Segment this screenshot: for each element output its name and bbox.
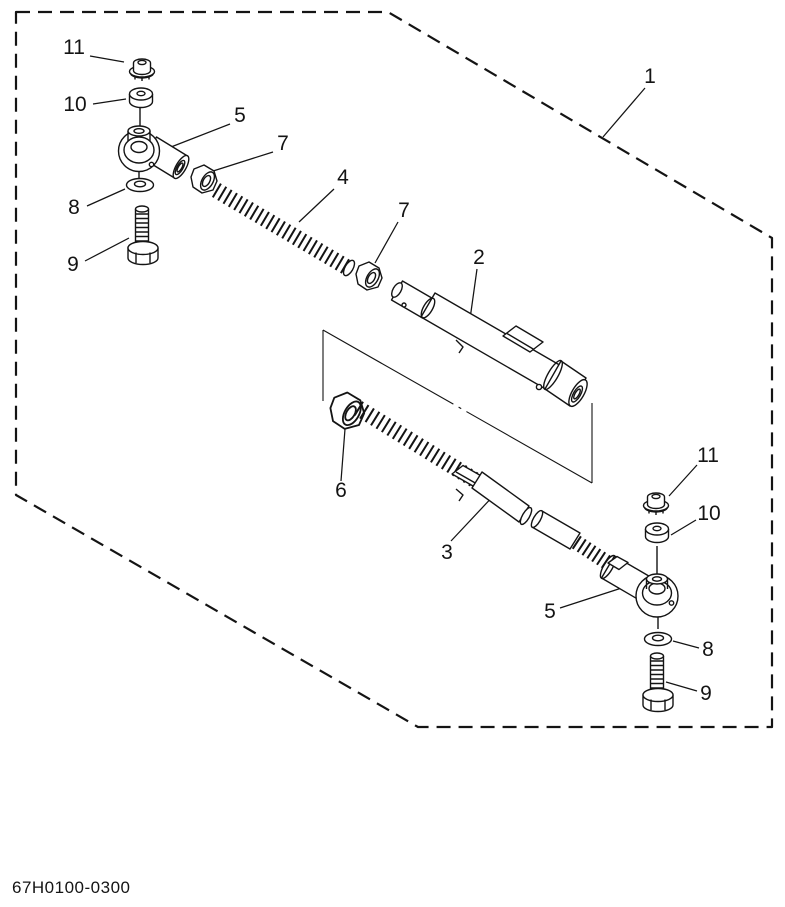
diagram-part-code: 67H0100-0300 <box>12 878 131 897</box>
leader-9-top <box>85 238 129 261</box>
callout-5-top: 5 <box>234 104 246 127</box>
leader-11-top <box>90 56 124 62</box>
housing-dimple <box>669 601 673 605</box>
leader-10-top <box>93 99 126 104</box>
callout-9-bottom: 9 <box>700 682 712 705</box>
leader-7-lower <box>375 222 398 263</box>
part-7-nut-upper <box>191 165 217 193</box>
callout-11-top: 11 <box>63 36 85 59</box>
part-4-threaded-rod <box>216 190 357 277</box>
part-11-flange-nut-bottom <box>644 493 669 515</box>
callout-labels <box>63 36 721 705</box>
callout-11-bottom: 11 <box>697 444 719 467</box>
pin-hole-right <box>536 384 541 389</box>
callout-10-bottom: 10 <box>697 502 721 525</box>
diagram-line-work <box>16 12 772 727</box>
callout-7-upper: 7 <box>277 132 289 155</box>
callout-7-lower: 7 <box>398 199 410 222</box>
leader-2 <box>470 269 477 319</box>
leader-6 <box>341 429 345 481</box>
pin-hole-left <box>402 303 406 307</box>
callout-4: 4 <box>337 166 349 189</box>
panel-diagonal-centerline <box>323 330 592 483</box>
callout-8-bottom: 8 <box>702 638 714 661</box>
part-5-rod-end-top <box>119 108 192 181</box>
body-notch <box>456 489 463 501</box>
callout-2: 2 <box>473 246 485 269</box>
leader-10-bottom <box>671 520 696 535</box>
body-notch <box>456 340 463 353</box>
ball-stud-hole <box>653 577 662 581</box>
smooth-section <box>472 472 529 522</box>
part-3-threaded-link-rod <box>358 408 611 565</box>
part-8-washer-bottom <box>645 633 672 646</box>
thread-coil <box>216 190 348 268</box>
callout-8-top: 8 <box>68 196 80 219</box>
leader-1 <box>603 88 645 137</box>
ball-seat <box>131 142 147 153</box>
part-6-nut <box>330 393 364 429</box>
callout-10-top: 10 <box>63 93 87 116</box>
leader-8-bottom <box>673 641 699 648</box>
callout-9-top: 9 <box>67 253 79 276</box>
part-9-bolt-top <box>128 206 158 265</box>
leader-11-bottom <box>669 465 697 496</box>
leader-8-top <box>87 189 125 206</box>
reference-panel <box>323 330 592 483</box>
part-2-link-joint <box>390 281 591 409</box>
housing-dimple <box>149 162 153 166</box>
callout-5-bottom: 5 <box>544 600 556 623</box>
callout-3: 3 <box>441 541 453 564</box>
part-10-bushing-top <box>130 88 153 108</box>
leader-4 <box>299 189 334 222</box>
callout-1: 1 <box>644 65 656 88</box>
leader-7-upper <box>210 152 273 172</box>
part-8-washer-top <box>127 179 154 192</box>
leader-5-top <box>171 124 230 147</box>
part-5-rod-end-bottom <box>598 546 678 629</box>
part-7-nut-lower <box>356 262 382 290</box>
callout-6: 6 <box>335 479 347 502</box>
part-11-flange-nut-top <box>130 59 155 81</box>
ball-stud-hole <box>134 129 144 134</box>
part-10-bushing-bottom <box>646 523 669 543</box>
leader-9-bottom <box>666 682 697 691</box>
